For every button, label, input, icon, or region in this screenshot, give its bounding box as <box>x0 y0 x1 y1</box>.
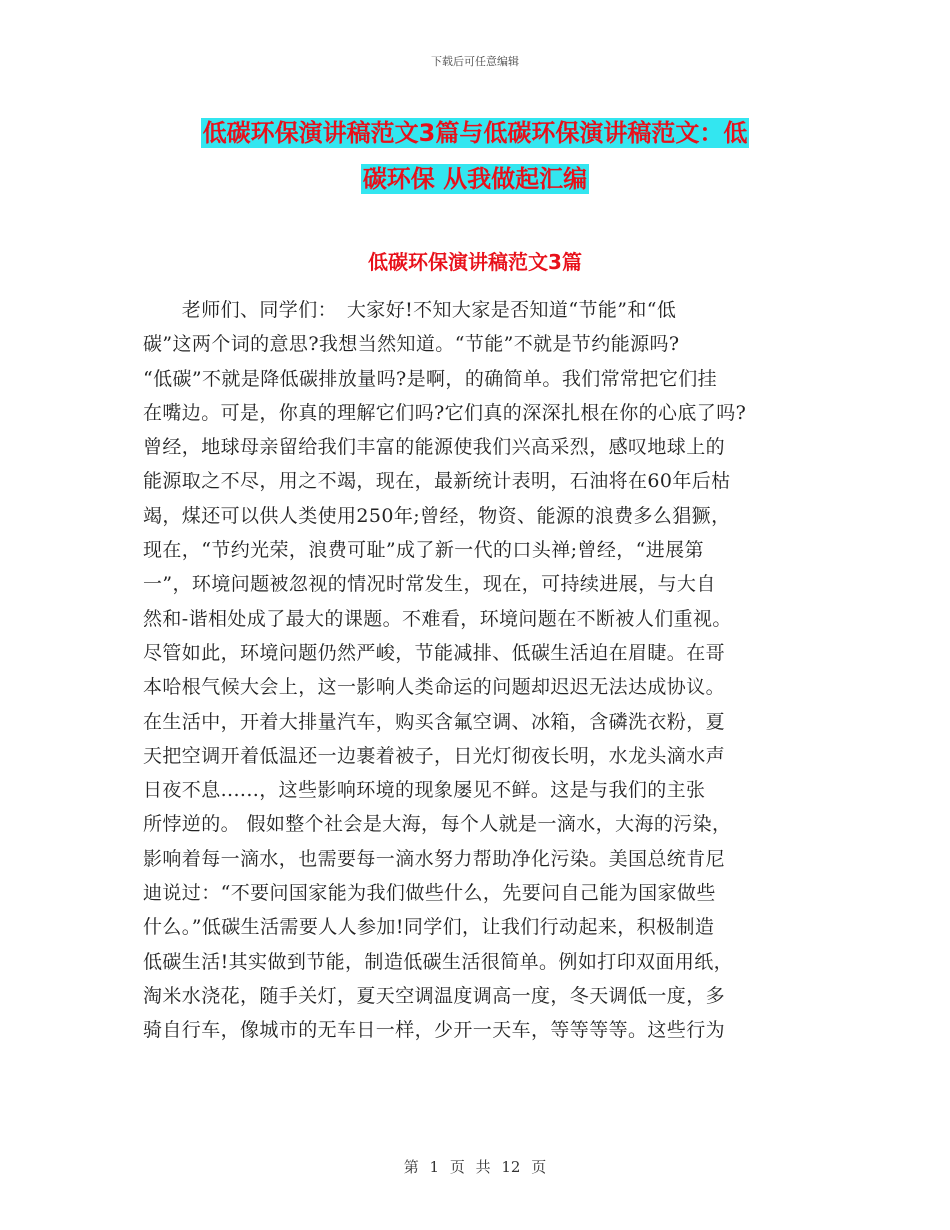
body-line: 骑自行车，像城市的无车日一样，少开一天车，等等等等。这些行为 <box>143 1019 726 1042</box>
body-paragraph <box>143 293 823 1048</box>
section-title: 低碳环保演讲稿范文3篇 <box>368 250 582 274</box>
body-line: 天把空调开着低温还一边裹着被子，日光灯彻夜长明，水龙头滴水声 <box>143 744 726 767</box>
body-line: 日夜不息......，这些影响环境的现象屡见不鲜。这是与我们的主张 <box>143 779 706 802</box>
body-line: 所悖逆的。 假如整个社会是大海，每个人就是一滴水，大海的污染， <box>143 813 732 836</box>
body-line: 碳”这两个词的意思?我想当然知道。“节能”不就是节约能源吗? <box>143 333 680 356</box>
header-note: 下载后可任意编辑 <box>431 55 519 68</box>
body-line: 一”，环境问题被忽视的情况时常发生，现在，可持续进展，与大自 <box>143 573 716 596</box>
body-line: 在生活中，开着大排量汽车，购买含氟空调、冰箱，含磷洗衣粉，夏 <box>143 710 726 733</box>
body-line: 迪说过：“不要问国家能为我们做些什么，先要问自己能为国家做些 <box>143 882 716 905</box>
title-line-2-text: 碳环保 从我做起汇编 <box>362 165 588 193</box>
body-line: 在嘴边。可是，你真的理解它们吗?它们真的深深扎根在你的心底了吗? <box>143 401 747 424</box>
body-line: 淘米水浇花，随手关灯，夏天空调温度调高一度，冬天调低一度，多 <box>143 984 726 1007</box>
body-line: 现在，“节约光荣，浪费可耻”成了新一代的口头禅;曾经，“进展第 <box>143 539 704 562</box>
body-line: 本哈根气候大会上，这一影响人类命运的问题却迟迟无法达成协议。 <box>143 676 726 699</box>
body-line: 什么。”低碳生活需要人人参加!同学们，让我们行动起来，积极制造 <box>143 916 715 939</box>
body-line: 能源取之不尽，用之不竭，现在，最新统计表明，石油将在60年后枯 <box>143 470 731 493</box>
body-line: 低碳生活!其实做到节能，制造低碳生活很简单。例如打印双面用纸， <box>143 950 734 973</box>
body-line: 影响着每一滴水，也需要每一滴水努力帮助净化污染。美国总统肯尼 <box>143 847 726 870</box>
title-line-1-text: 低碳环保演讲稿范文3篇与低碳环保演讲稿范文：低 <box>202 119 748 147</box>
page-footer: 第 1 页 共 12 页 <box>403 1158 547 1176</box>
body-line: 然和-谐相处成了最大的课题。不难看，环境问题在不断被人们重视。 <box>143 607 732 630</box>
body-line: 老师们、同学们： 大家好!不知大家是否知道“节能”和“低 <box>143 299 677 321</box>
document-title <box>140 110 810 202</box>
title-line-1 <box>140 110 810 156</box>
body-line: “低碳”不就是降低碳排放量吗?是啊，的确简单。我们常常把它们挂 <box>143 367 718 390</box>
body-line: 竭，煤还可以供人类使用250年;曾经，物资、能源的浪费多么猖獗， <box>143 504 731 527</box>
body-line: 尽管如此，环境问题仍然严峻，节能减排、低碳生活迫在眉睫。在哥 <box>143 641 726 664</box>
body-line: 曾经，地球母亲留给我们丰富的能源使我们兴高采烈，感叹地球上的 <box>143 436 726 459</box>
title-line-2 <box>140 156 810 202</box>
